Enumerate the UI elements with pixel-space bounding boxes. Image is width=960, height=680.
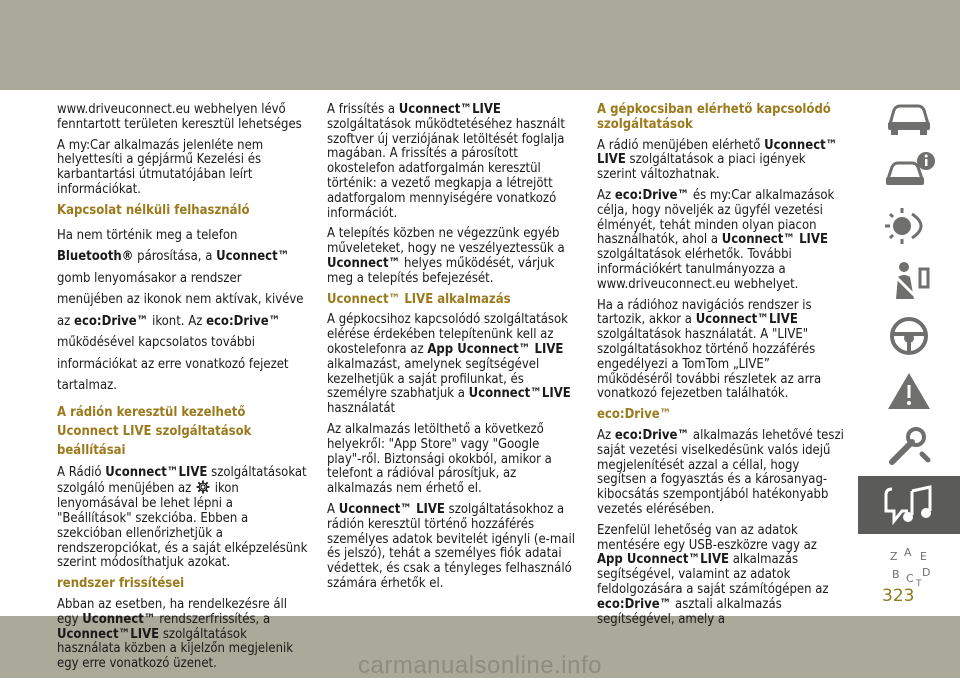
paragraph: www.driveuconnect.eu webhelyen lévő fenntartott területen keresztül lehetséges — [57, 102, 302, 132]
paragraph: A Rádió Uconnect™LIVE szolgáltatásokat szolgáló menüjében az ikon lenyomásával be lehet lépni a "Beállítások" szekcióba. Ebben a szekcióban ellenőrizhetjük a rendszeropciókat, és a saját elképzelésünk szerint módosíthatjuk azokat. — [57, 464, 308, 571]
heading-settings: A rádión keresztül kezelhető Uconnect LIVE szolgáltatások beállításai — [57, 404, 252, 458]
paragraph: A gépkocsihoz kapcsolódó szolgáltatások elérése érdekében telepítenünk kell az okostelefonra az App Uconnect™ LIVE alkalmazást, amelynek segítségével kezelhetjük a saját profilunkat, és személyre szabhatjuk a Uconnect™LIVE használatát — [327, 312, 571, 417]
paragraph: A rádió menüjében elérhető Uconnect™ LIVE szolgáltatások a piaci igények szerint változhatnak. — [597, 137, 838, 183]
paragraph: Az eco:Drive™ alkalmazás lehetővé teszi saját vezetési viselkedésünk valós idejű megjelenítését azzal a céllal, hogy segítsen a fogyasztás és a károsanyag-kibocsátás szempontjából hatékonyabb vezetés elérésében. — [597, 427, 844, 517]
tab-multimedia[interactable] — [858, 476, 960, 534]
heading-system-updates: rendszer frissítései — [57, 576, 185, 592]
heading-offline-user: Kapcsolat nélküli felhasználó — [57, 202, 250, 218]
svg-text:C: C — [906, 572, 914, 585]
watermark: carmanualsonline.info — [358, 652, 602, 679]
sun-icon — [882, 204, 936, 248]
tab-index[interactable] — [858, 540, 960, 592]
top-band — [0, 0, 960, 90]
paragraph: Ezenfelül lehetőség van az adatok mentésére egy USB-eszközre vagy az App Uconnect™LIVE alkalmazás segítségével, valamint az adatok feldolgozására a saját számítógépen az eco:Drive™ asztali alkalmazás segítségével, amely a — [597, 522, 829, 627]
multimedia-icon — [882, 483, 936, 527]
column-1 — [57, 103, 310, 678]
heading-available-services: A gépkocsiban elérhető kapcsolódó szolgáltatások — [597, 102, 831, 132]
paragraph: A frissítés a Uconnect™LIVE szolgáltatások működtetéséhez használt szoftver új verziójának letöltését foglalja magában. A frissítés a párosított okostelefon adatforgalmán keresztül történik: a vezető megkapja a létrejött adatforgalom mennyiségére vonatkozó információt. — [327, 102, 565, 221]
paragraph: A Uconnect™ LIVE szolgáltatásokhoz a rádión keresztül történő hozzáférés személyes adatok bevitelét igényli (e-mail és jelszó), tehát a személyes fiók adatai védettek, és csak a tényleges felhasználó számára érhetők el. — [327, 501, 575, 591]
tab-safety[interactable] — [858, 255, 960, 307]
alphabet-index-icon — [882, 544, 936, 588]
steering-wheel-icon — [882, 314, 936, 358]
heading-app: Uconnect™ LIVE alkalmazás — [327, 291, 511, 307]
tools-icon — [882, 424, 936, 468]
svg-text:Z: Z — [890, 550, 898, 563]
column-2 — [327, 103, 576, 598]
tab-car-overview[interactable] — [858, 90, 960, 142]
paragraph: Ha nem történik meg a telefon Bluetooth® párosítása, a Uconnect™ gomb lenyomásakor a rendszer menüjében az ikonok nem aktívak, kivéve az eco:Drive™ ikont. Az eco:Drive™ működésével kapcsolatos további információkat az erre vonatkozó fejezet tartalmaz. — [57, 227, 304, 394]
car-icon — [882, 94, 936, 138]
tab-emergency[interactable] — [858, 420, 960, 472]
svg-text:D: D — [922, 566, 931, 579]
column-3 — [597, 103, 845, 633]
svg-text:A: A — [904, 546, 912, 559]
paragraph: A my:Car alkalmazás jelenléte nem helyettesíti a gépjármű Kezelési és karbantartási útmutatójában leírt információkat. — [57, 137, 264, 197]
warning-icon — [882, 369, 936, 413]
paragraph: Abban az esetben, ha rendelkezésre áll egy Uconnect™ rendszerfrissítés, a Uconnect™LIVE szolgáltatások használata közben a kijelzőn megjelenik egy erre vonatkozó üzenet. — [57, 596, 293, 672]
heading-ecodrive: eco:Drive™ — [597, 407, 672, 423]
tab-lights[interactable] — [858, 200, 960, 252]
gear-icon — [196, 480, 210, 494]
seatbelt-icon — [882, 259, 936, 303]
svg-text:E: E — [920, 550, 927, 563]
tab-warnings[interactable] — [858, 365, 960, 417]
paragraph: A telepítés közben ne végezzünk egyéb műveleteket, hogy ne veszélyeztessük a Uconnect™ helyes működését, várjuk meg a telepítés befejezését. — [327, 226, 565, 286]
tab-starting-driving[interactable] — [858, 310, 960, 362]
chapter-tabs — [858, 90, 960, 595]
paragraph: Az alkalmazás letölthető a következő helyekről: "App Store" vagy "Google play"-ről. Biztonsági okokból, amikor a telefont a rádióval párosítjuk, az alkalmazás nem érhető el. — [327, 421, 552, 497]
page-number: 323 — [882, 586, 915, 606]
svg-text:T: T — [916, 579, 922, 588]
paragraph: Ha a rádióhoz navigációs rendszer is tartozik, akkor a Uconnect™LIVE szolgáltatások használatát. A "LIVE" szolgáltatásokhoz történő hozzáférés engedélyezi a TomTom „LIVE” működéséről további részletek az arra vonatkozó fejezetben találhatók. — [597, 297, 822, 402]
paragraph: Az eco:Drive™ és my:Car alkalmazások célja, hogy növeljék az ügyfél vezetési élményét, tehát minden olyan piacon használhatók, ahol a Uconnect™ LIVE szolgáltatások elérhetők. További információkért tanulmányozza a www.driveuconnect.eu webhelyet. — [597, 187, 835, 292]
tab-car-info[interactable] — [858, 145, 960, 197]
svg-text:B: B — [892, 568, 900, 581]
car-info-icon — [882, 149, 936, 193]
